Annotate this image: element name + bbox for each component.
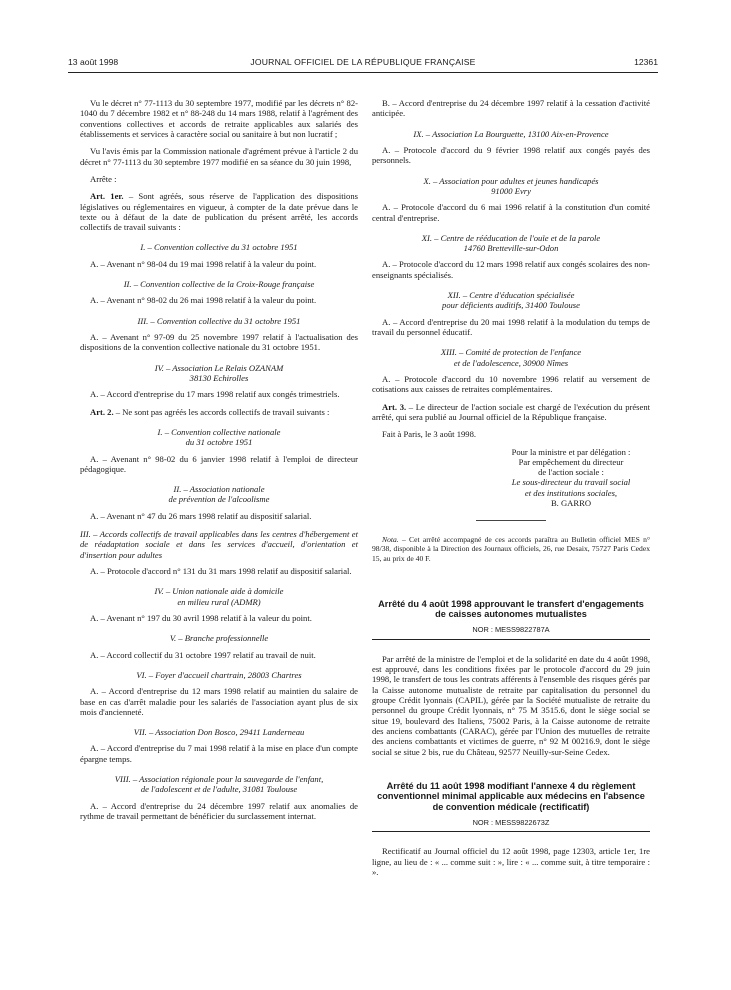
section-item: A. – Accord d'entreprise du 24 décembre 1997 relatif aux anomalies de rythme de travail permettant de bénéficier du surclassement internat. — [80, 800, 358, 821]
separator-rule — [476, 520, 546, 521]
nor-rule — [372, 639, 650, 640]
signature-line: Par empêchement du directeur — [518, 456, 624, 467]
journal-title: JOURNAL OFFICIEL DE LA RÉPUBLIQUE FRANÇAISE — [250, 57, 476, 67]
section-item: A. – Accord d'entreprise du 12 mars 1998 relatif au maintien du salaire de base en cas d'arrêt maladie pour les salariés de l'association ayant plus de six mois d'ancienneté. — [80, 686, 358, 717]
article-2-label: Art. 2. — [90, 406, 114, 417]
signature-line: de l'action sociale : — [538, 467, 604, 478]
article-3-text: – Le directeur de l'action sociale est chargé de l'exécution du présent arrêté, qui sera publié au Journal officiel de la République française. — [372, 401, 651, 422]
arrete-label: Arrête : — [90, 173, 117, 184]
arrete-11-aout-title: Arrêté du 11 août 1998 modifiant l'annexe 4 du règlement conventionnel minimal applicable aux médecins en l'absence de convention médicale (rectificatif) — [377, 780, 645, 813]
rectificatif-text: Rectificatif au Journal officiel du 12 août 1998, page 12303, article 1er, 1re ligne, au lieu de : « ... comme suit : », lire : « ... comme suit, à titre temporaire : ». — [372, 846, 650, 878]
section-item: A. – Avenant n° 47 du 26 mars 1998 relatif au dispositif salarial. — [90, 510, 312, 521]
section-item: A. – Avenant n° 98-02 du 6 janvier 1998 relatif à l'emploi de directeur pédagogique. — [80, 453, 358, 474]
section-item: A. – Accord d'entreprise du 17 mars 1998 relatif aux congés trimestriels. — [90, 389, 340, 400]
nor-rule — [372, 831, 650, 832]
page-header — [68, 57, 658, 73]
section-item: A. – Accord d'entreprise du 7 mai 1998 relatif à la mise en place d'un compte épargne temps. — [80, 743, 358, 764]
article-2-text: – Ne sont pas agréés les accords collectifs de travail suivants : — [113, 406, 330, 417]
section-item: A. – Protocole d'accord du 9 février 1998 relatif aux congés payés des personnels. — [372, 144, 650, 166]
section-heading: I. – Convention collective nationale du 31 octobre 1951 — [157, 426, 281, 448]
signature-line: Pour la ministre et par délégation : — [511, 446, 631, 457]
article-3-label: Art. 3. — [382, 401, 407, 412]
signature-line: Le sous-directeur du travail social — [511, 477, 631, 488]
fait-a-paris: Fait à Paris, le 3 août 1998. — [382, 429, 477, 440]
section-heading: VIII. – Association régionale pour la sauvegarde de l'enfant, de l'adolescent et de l'adulte, 31081 Toulouse — [114, 774, 324, 795]
section-heading: XIII. – Comité de protection de l'enfance et de l'adolescence, 30900 Nîmes — [440, 347, 582, 368]
section-item: A. – Avenant n° 97-09 du 25 novembre 1997 relatif à l'actualisation des dispositions de la convention collective nationale du 31 octobre 1951. — [80, 332, 358, 353]
nota-note: Nota. – Cet arrêté accompagné de ces accords paraîtra au Bulletin officiel MES n° 98/38, disponible à la Direction des Journaux officiels, 26, rue Desaix, 75727 Paris Cedex 15, au prix de 40 F. — [372, 535, 650, 563]
section-heading: II. – Convention collective de la Croix-Rouge française — [123, 279, 315, 290]
article-2 — [80, 407, 358, 417]
section-heading: III. – Convention collective du 31 octobre 1951 — [137, 315, 301, 326]
section-heading: II. – Association nationale de prévention de l'alcoolisme — [168, 484, 270, 505]
left-column — [80, 98, 358, 828]
header-rule — [68, 72, 658, 73]
section-item: A. – Avenant n° 98-02 du 26 mai 1998 relatif à la valeur du point. — [90, 295, 317, 306]
article-1-text: – Sont agréés, sous réserve de l'application des dispositions législatives ou réglementaires en vigueur, à compter de la date prévue dans le texte ou à défaut de la date de publication du présent arrêté, les accords collectifs de travail suivants : — [80, 191, 358, 233]
section-heading: VI. – Foyer d'accueil chartrain, 28003 Chartres — [136, 669, 302, 680]
section-item: A. – Protocole d'accord du 10 novembre 1996 relatif au versement de cotisations aux caisses de retraites complémentaires. — [372, 373, 650, 395]
section-heading: X. – Association pour adultes et jeunes handicapés 91000 Evry — [423, 175, 599, 196]
section-heading: IX. – Association La Bourguette, 13100 Aix-en-Provence — [413, 128, 609, 139]
vu-paragraph-1: Vu le décret n° 77-1113 du 30 septembre 1977, modifié par les décrets n° 82-1040 du 7 décembre 1982 et n° 88-248 du 14 mars 1988, relatif à l'agrément des conventions collectives et accords de retraite applicables aux salariés des établissements et services à caractère social ou sanitaire à but non lucratif ; — [80, 98, 358, 139]
section-item: A. – Avenant n° 197 du 30 avril 1998 relatif à la valeur du point. — [90, 612, 312, 623]
signature-line: et des institutions sociales, — [524, 487, 618, 498]
section-heading: XI. – Centre de rééducation de l'ouïe et de la parole 14760 Bretteville-sur-Odon — [421, 232, 601, 254]
article-1 — [80, 191, 358, 232]
article-1-label: Art. 1er. — [90, 191, 124, 202]
arrete-4-aout-title: Arrêté du 4 août 1998 approuvant le transfert d'engagements de caisses autonomes mutualistes — [378, 598, 644, 620]
nor-reference: NOR : MESS9822787A — [472, 624, 550, 634]
section-item: A. – Protocole d'accord n° 131 du 31 mars 1998 relatif au dispositif salarial. — [90, 566, 352, 576]
section-heading: I. – Convention collective du 31 octobre 1951 — [140, 242, 298, 253]
section-item: A. – Accord d'entreprise du 20 mai 1998 relatif à la modulation du temps de travail du personnel éducatif. — [372, 316, 650, 337]
right-column — [372, 98, 650, 884]
section-item: A. – Protocole d'accord du 6 mai 1996 relatif à la constitution d'un comité central d'entreprise. — [372, 202, 650, 223]
section-item: A. – Protocole d'accord du 12 mars 1998 relatif aux congés scolaires des non-enseignants spécialisés. — [372, 259, 650, 280]
vu-paragraph-2: Vu l'avis émis par la Commission nationale d'agrément prévue à l'article 2 du décret n° 77-1113 du 30 septembre 1977 modifié en sa séance du 30 juin 1998, — [80, 146, 358, 167]
arrete-4-aout-text: Par arrêté de la ministre de l'emploi et de la solidarité en date du 4 août 1998, est approuvé, dans les conditions fixées par le protocole d'accord du 29 juin 1998, le transfert de tous les contrats afférents à l'ensemble des risques gérés par la Caisse autonome mutualiste de retraite par capitalisation du personnel du groupe Crédit lyonnais (CAPIL), gérée par la Société mutualiste de retraite du personnel du groupe Crédit lyonnais, n° 75 M 3515.6, dont le siège social se situe 19, boulevard des Italiens, 75002 Paris, à la Caisse autonome de retraite des anciens combattants (CARAC), gérée par l'Union des mutuelles de retraite des anciens combattants et victimes de guerre, n° 92 M 00216.9, dont le siège social se situe 2 bis, rue du Château, 92577 Neuilly-sur-Seine Cedex. — [372, 653, 650, 757]
signature-block — [492, 447, 650, 509]
signatory-name: B. GARRO — [550, 498, 592, 509]
section-heading: VII. – Association Don Bosco, 29411 Landerneau — [133, 727, 305, 738]
section-item: A. – Avenant n° 98-04 du 19 mai 1998 relatif à la valeur du point. — [90, 258, 317, 269]
nor-reference: NOR : MESS9822673Z — [472, 817, 550, 827]
article-3 — [372, 402, 650, 423]
section-heading: XII. – Centre d'éducation spécialisée pour déficients auditifs, 31400 Toulouse — [442, 290, 580, 311]
section-item: A. – Accord collectif du 31 octobre 1997 relatif au travail de nuit. — [90, 649, 316, 660]
section-heading: IV. – Association Le Relais OZANAM 38130 Echirolles — [154, 362, 284, 383]
section-heading: V. – Branche professionnelle — [169, 633, 269, 644]
header-date: 13 août 1998 — [68, 57, 119, 67]
section-item: B. – Accord d'entreprise du 24 décembre 1997 relatif à la cessation d'activité anticipée. — [372, 98, 650, 119]
page-number: 12361 — [634, 57, 658, 67]
section-heading: III. – Accords collectifs de travail applicables dans les centres d'hébergement et de réadaptation sociale et dans les services d'accueil, d'orientation et d'insertion pour adultes — [80, 529, 358, 560]
section-heading: IV. – Union nationale aide à domicile en milieu rural (ADMR) — [154, 586, 284, 607]
